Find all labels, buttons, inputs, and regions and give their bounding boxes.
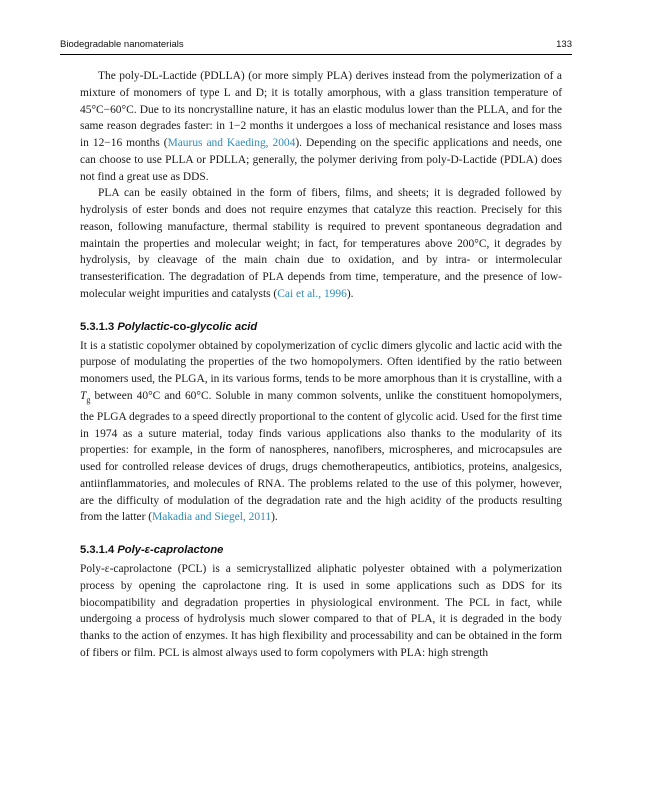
section-heading-plga: 5.3.1.3 Polylactic-co-glycolic acid xyxy=(80,320,258,333)
citation-link[interactable]: Makadia and Siegel, 2011 xyxy=(152,511,272,524)
page-number: 133 xyxy=(556,39,572,50)
paragraph-pla: PLA can be easily obtained in the form of fibers, films, and sheets; it is degraded followed by hydrolysis of ester bonds and does not require enzymes that catalyze this reaction. Precisely for this reason, following manufacture, thermal stability is required to prevent spontaneous degradation and maintain the properties and molecular weight; in fact, for temperatures above 200°C, it degrades by hydrolysis, by cleavage of the main chain due to oxidation, and by intra- or intermolecular transesterification. The degradation of PLA depends from time, temperature, and the presence of low-molecular weight impurities and catalysts (Cai et al., 1996). xyxy=(80,187,562,300)
paragraph-plga: It is a statistic copolymer obtained by copolymerization of cyclic dimers glycolic and lactic acid with the purpose of modulating the properties of the two homopolymers. Often identified by the ratio between monomers used, the PLGA, in its various forms, tends to be more amorphous than it is crystalline, with a $T_g$ between 40°C and 60°C. Soluble in many common solvents, unlike the constituent homopolymers, the PLGA degrades to a speed directly proportional to the content of glycolic acid. Used for the first time in 1974 as a suture material, today finds various applications also thanks to the modularity of its properties: for example, in the form of nanospheres, nanofibers, microspheres, and microcapsules are used for controlled release devices of drugs, drugs chemotherapeutics, antibiotics, proteins, analgesics, antiinflammatories, and molecules of RNA. The problems related to the use of this polymer, however, are the difficulty of modulation of the degradation rate and the high acidity of the products resulting from the latter (Makadia and Siegel, 2011). xyxy=(80,339,562,524)
section-heading-pcl: 5.3.1.4 Poly-ε-caprolactone xyxy=(80,544,224,557)
paragraph-pcl: Poly-ε-caprolactone (PCL) is a semicrystallized aliphatic polyester obtained with a polymerization process by opening the caprolactone ring. It is used in some applications such as DDS for its biocompatibility and degradation properties in physiological environment. The PCL in fact, while undergoing a process of hydrolysis much slower compared to that of PLA, it is degraded in the body thanks to the action of enzymes. It has high flexibility and processability and can be obtained in the form of fibers or film. PCL is almost always used to form copolymers with PLA: high strength xyxy=(80,563,562,659)
section-number: 5.3.1.4 xyxy=(80,544,115,557)
running-header xyxy=(60,34,572,55)
section-number: 5.3.1.3 xyxy=(80,320,115,333)
small-caps-l: L xyxy=(223,86,231,99)
small-caps-d: D xyxy=(255,86,265,99)
paragraph-pdlla: The poly-DL-Lactide (PDLLA) (or more simply PLA) derives instead from the polymerization of a mixture of monomers of type L and D; it is totally amorphous, with a glass transition temperature of 45°C−60°C. Due to its noncrystalline nature, it has an elastic modulus lower than the PLLA, and for the same reason degrades faster: in 1−2 months it undergoes a loss of mechanical resistance and loses mass in 12−16 months (Maurus and Kaeding, 2004). Depending on the specific applications and needs, one can choose to use PLLA or PDLLA; generally, the polymer deriving from poly-D-Lactide (PDLA) does not find a great use as DDS. xyxy=(80,70,563,183)
citation-link[interactable]: Cai et al., 1996 xyxy=(277,287,347,300)
citation-link[interactable]: Maurus and Kaeding, 2004 xyxy=(167,137,296,149)
page-body xyxy=(80,68,562,662)
tg-symbol: $T_g$ xyxy=(80,389,91,405)
running-head-title: Biodegradable nanomaterials xyxy=(60,39,184,50)
